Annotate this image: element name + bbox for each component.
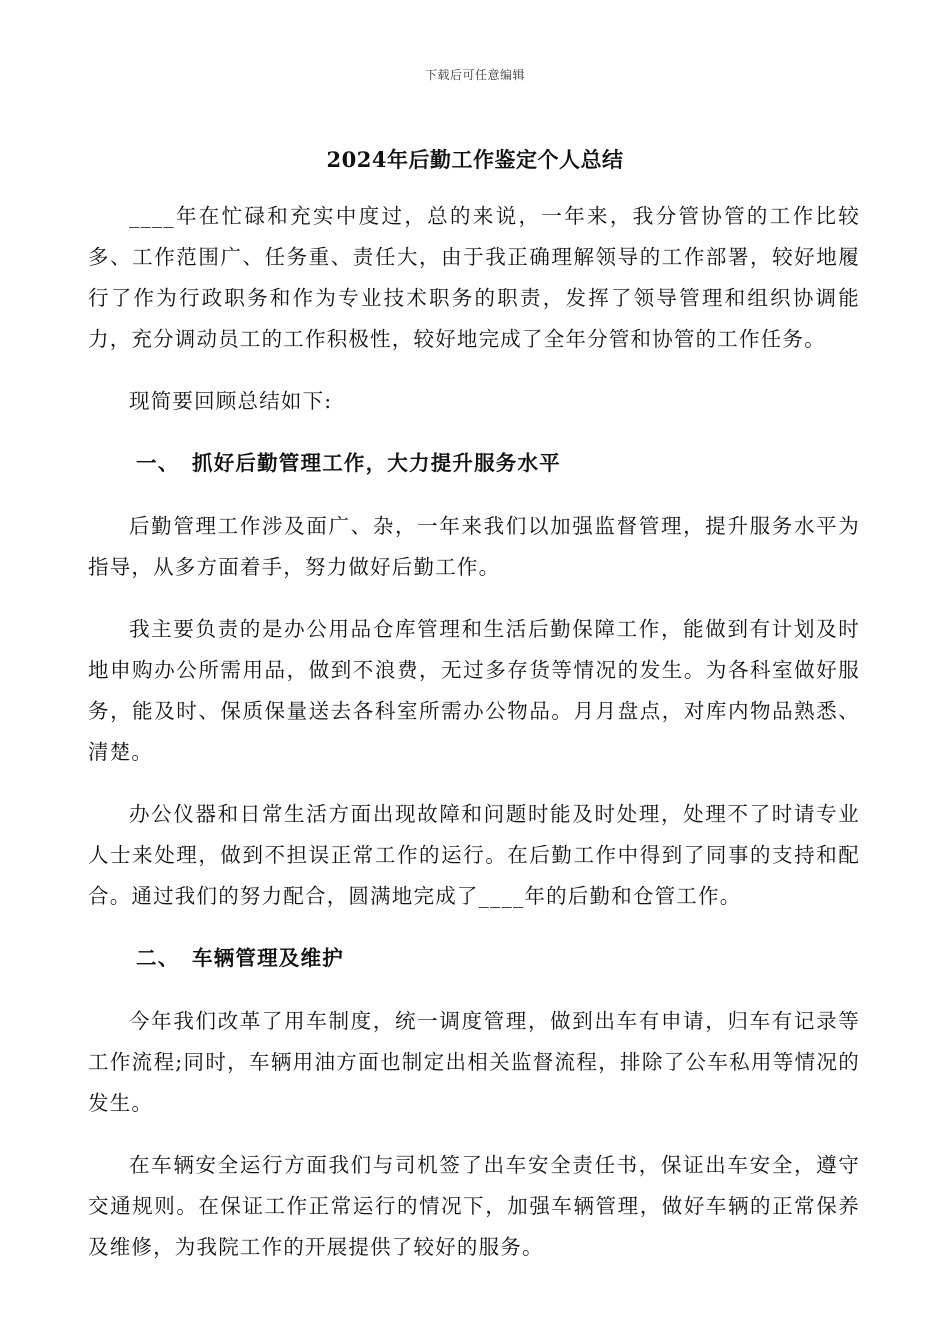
paragraph-vehicle-safety: 在车辆安全运行方面我们与司机签了出车安全责任书，保证出车安全，遵守交通规则。在保证工作正常运行的情况下，加强车辆管理，做好车辆的正常保养及维修，为我院工作的开展提供了较好的服务。 bbox=[88, 1153, 860, 1259]
paragraph-equipment: 办公仪器和日常生活方面出现故障和问题时能及时处理，处理不了时请专业人士来处理，做到不担误正常工作的运行。在后勤工作中得到了同事的支持和配合。通过我们的努力配合，圆满地完成了____年的后勤和仓管工作。 bbox=[88, 802, 860, 908]
paragraph-review-lead: 现简要回顾总结如下: bbox=[129, 389, 333, 413]
section-title: 车辆管理及维护 bbox=[192, 946, 344, 970]
header-note: 下载后可任意编辑 bbox=[424, 68, 525, 82]
paragraph-intro: ____年在忙碌和充实中度过，总的来说，一年来，我分管协管的工作比较多、工作范围广、任务重、责任大，由于我正确理解领导的工作部署，较好地履行了作为行政职务和作为专业技术职务的职责，发挥了领导管理和组织协调能力，充分调动员工的工作积极性，较好地完成了全年分管和协管的工作任务。 bbox=[88, 204, 860, 351]
paragraph-vehicle-policy: 今年我们改革了用车制度，统一调度管理，做到出车有申请，归车有记录等工作流程;同时，车辆用油方面也制定出相关监督流程，排除了公车私用等情况的发生。 bbox=[88, 1009, 860, 1115]
section-number: 一、 bbox=[136, 451, 180, 475]
section-number: 二、 bbox=[136, 946, 180, 970]
section-title: 抓好后勤管理工作，大力提升服务水平 bbox=[192, 451, 561, 475]
section-heading-2 bbox=[88, 938, 860, 979]
section-heading-1 bbox=[88, 443, 860, 484]
paragraph-logistics-overview: 后勤管理工作涉及面广、杂，一年来我们以加强监督管理，提升服务水平为指导，从多方面着手，努力做好后勤工作。 bbox=[88, 514, 860, 579]
document-title: 2024年后勤工作鉴定个人总结 bbox=[326, 147, 624, 172]
document-body bbox=[88, 196, 860, 1289]
paragraph-warehouse: 我主要负责的是办公用品仓库管理和生活后勤保障工作，能做到有计划及时地申购办公所需用品，做到不浪费，无过多存货等情况的发生。为各科室做好服务，能及时、保质保量送去各科室所需办公物品。月月盘点，对库内物品熟悉、清楚。 bbox=[88, 617, 860, 764]
